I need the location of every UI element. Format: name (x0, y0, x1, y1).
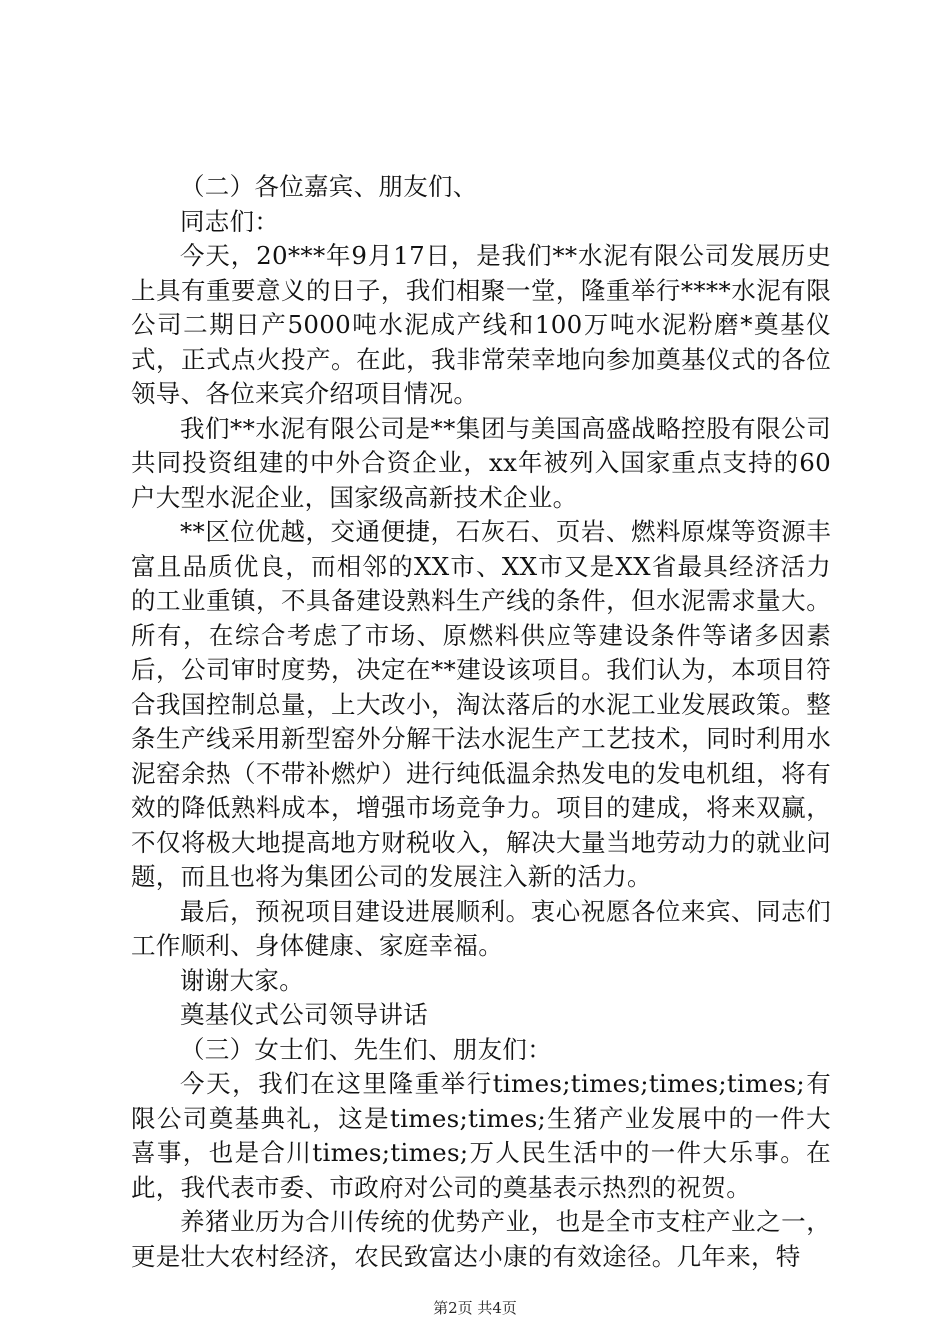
paragraph-greeting-3: （三）女士们、先生们、朋友们： (180, 1034, 552, 1064)
page-number-footer: 第2页 共4页 (433, 1299, 517, 1317)
document-body (131, 170, 831, 1274)
paragraph-greeting-2: （二）各位嘉宾、朋友们、 (180, 172, 478, 201)
paragraph-ceremony-announcement: 今天，我们在这里隆重举行times;times;times;times;有限公司奠基典礼，这是times;times;生猪产业发展中的一件大喜事，也是合川times;times;万人民生活中的一件大乐事。在此，我代表市委、市政府对公司的奠基表示热烈的祝贺。 (131, 1069, 831, 1202)
paragraph-project-rationale: **区位优越，交通便捷，石灰石、页岩、燃料原煤等资源丰富且品质优良，而相邻的XX市、XX市又是XX省最具经济活力的工业重镇，不具备建设熟料生产线的条件，但水泥需求量大。所有，在综合考虑了市场、原燃料供应等建设条件等诸多因素后，公司审时度势，决定在**建设该项目。我们认为，本项目符合我国控制总量，上大改小，淘汰落后的水泥工业发展政策。整条生产线采用新型窑外分解干法水泥生产工艺技术，同时利用水泥窑余热（不带补燃炉）进行纯低温余热发电的发电机组，将有效的降低熟料成本，增强市场竞争力。项目的建成，将来双赢，不仅将极大地提高地方财税收入，解决大量当地劳动力的就业问题，而且也将为集团公司的发展注入新的活力。 (131, 517, 831, 891)
paragraph-ceremony-intro: 今天，20***年9月17日，是我们**水泥有限公司发展历史上具有重要意义的日子，我们相聚一堂，隆重举行****水泥有限公司二期日产5000吨水泥成产线和100万吨水泥粉磨*奠基仪式，正式点火投产。在此，我非常荣幸地向参加奠基仪式的各位领导、各位来宾介绍项目情况。 (131, 241, 831, 408)
section-heading: 奠基仪式公司领导讲话 (180, 1000, 428, 1029)
paragraph-company-profile: 我们**水泥有限公司是**集团与美国高盛战略控股有限公司共同投资组建的中外合资企业，xx年被列入国家重点支持的60户大型水泥企业，国家级高新技术企业。 (131, 413, 831, 512)
paragraph-closing-wishes: 最后，预祝项目建设进展顺利。衷心祝愿各位来宾、同志们工作顺利、身体健康、家庭幸福。 (131, 896, 831, 960)
paragraph-comrades: 同志们： (180, 206, 280, 236)
paragraph-pig-industry: 养猪业历为合川传统的优势产业，也是全市支柱产业之一，更是壮大农村经济，农民致富达小康的有效途径。几年来，特 (131, 1207, 831, 1271)
paragraph-thanks: 谢谢大家。 (180, 965, 304, 995)
